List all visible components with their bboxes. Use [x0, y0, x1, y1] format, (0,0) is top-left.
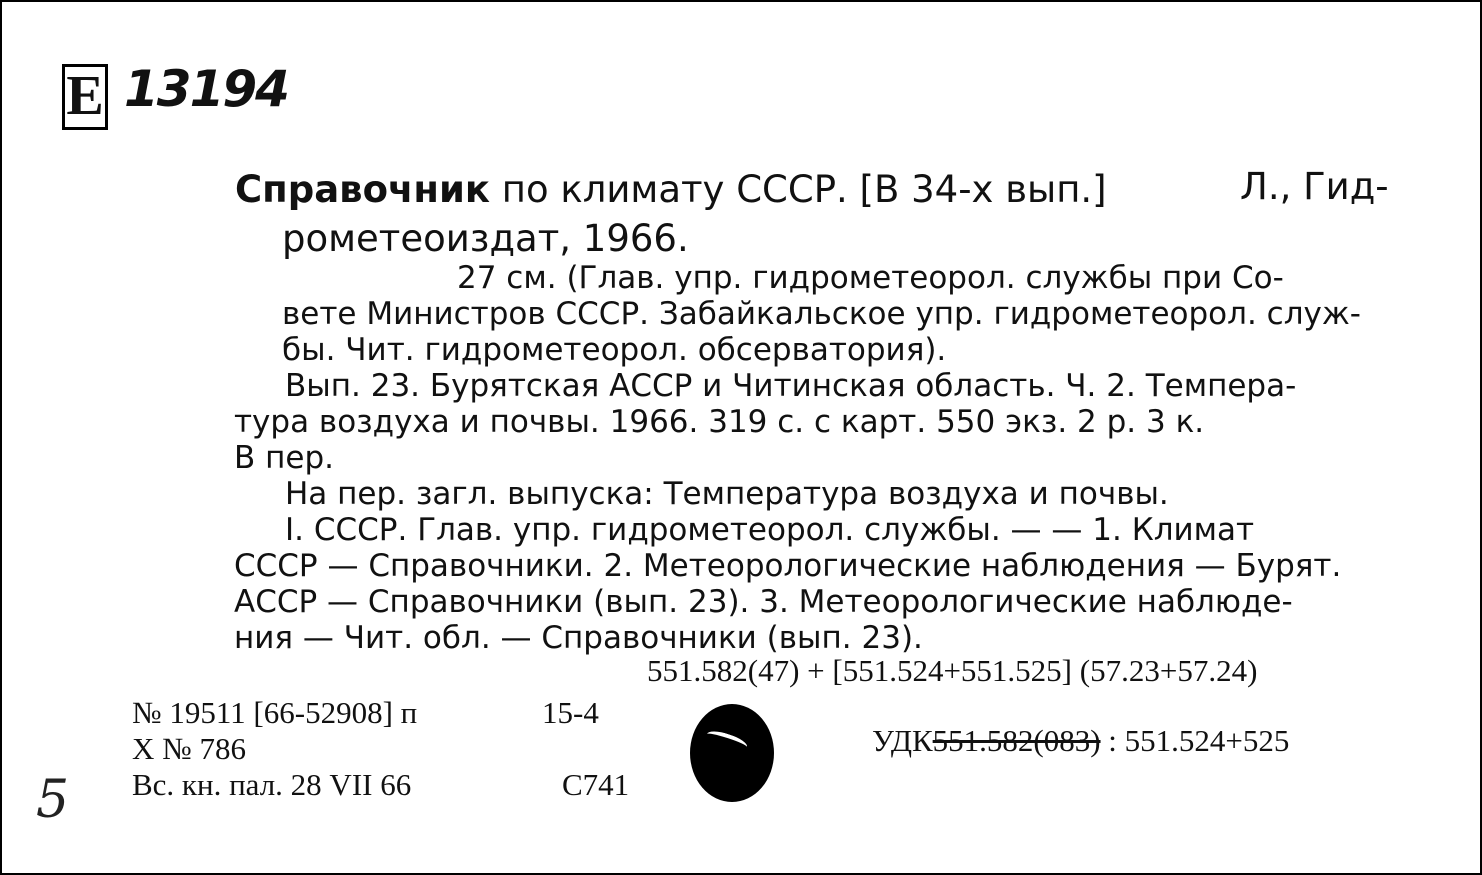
card-code: С741 — [562, 767, 630, 802]
handwritten-mark: 5 — [36, 770, 70, 830]
call-number: 13194 — [124, 60, 288, 118]
subject-line: АССР — Справочники (вып. 23). 3. Метеорологические наблюде- — [234, 584, 1293, 620]
imprint-continuation: рометеоиздат, 1966. — [282, 217, 689, 260]
order-number: Х № 786 — [132, 731, 246, 766]
udk-line — [872, 724, 1289, 758]
imprint-place: Л., Гид- — [1240, 165, 1389, 208]
volume-line: Вып. 23. Бурятская АССР и Читинская область. Ч. 2. Темпера- — [285, 368, 1297, 404]
udk-label: УДК — [872, 723, 933, 758]
volume-line: В пер. — [234, 440, 334, 476]
classification-index: 551.582(47) + [551.524+551.525] (57.23+57.24) — [647, 653, 1258, 688]
hole-tear-mark — [705, 728, 749, 753]
note-line: На пер. загл. выпуска: Температура воздуха и почвы. — [285, 476, 1169, 512]
call-letter: E — [62, 64, 108, 130]
volume-line: тура воздуха и почвы. 1966. 319 с. с карт. 550 экз. 2 р. 3 к. — [234, 404, 1205, 440]
title-line — [235, 168, 1107, 212]
udk-struck-code: 551.582(083) — [932, 723, 1101, 758]
subject-line: I. СССР. Глав. упр. гидрометеорол. службы. — — 1. Климат — [285, 512, 1255, 548]
description-line: 27 см. (Глав. упр. гидрометеорол. службы при Со- — [457, 260, 1284, 296]
subject-line: ния — Чит. обл. — Справочники (вып. 23). — [234, 620, 923, 656]
udk-code: : 551.524+525 — [1100, 723, 1290, 758]
description-line: бы. Чит. гидрометеорол. обсерватория). — [282, 332, 947, 368]
registry-number: № 19511 [66-52908] п — [132, 695, 418, 730]
print-code: 15-4 — [542, 695, 599, 730]
subject-line: СССР — Справочники. 2. Метеорологические наблюдения — Бурят. — [234, 548, 1342, 584]
description-line: вете Министров СССР. Забайкальское упр. гидрометеорол. служ- — [282, 296, 1361, 332]
hole-punch — [690, 704, 774, 802]
title-rest: по климату СССР. [В 34-х вып.] — [490, 168, 1107, 211]
title-bold: Справочник — [235, 168, 491, 211]
chamber-date: Вс. кн. пал. 28 VII 66 — [132, 767, 412, 802]
